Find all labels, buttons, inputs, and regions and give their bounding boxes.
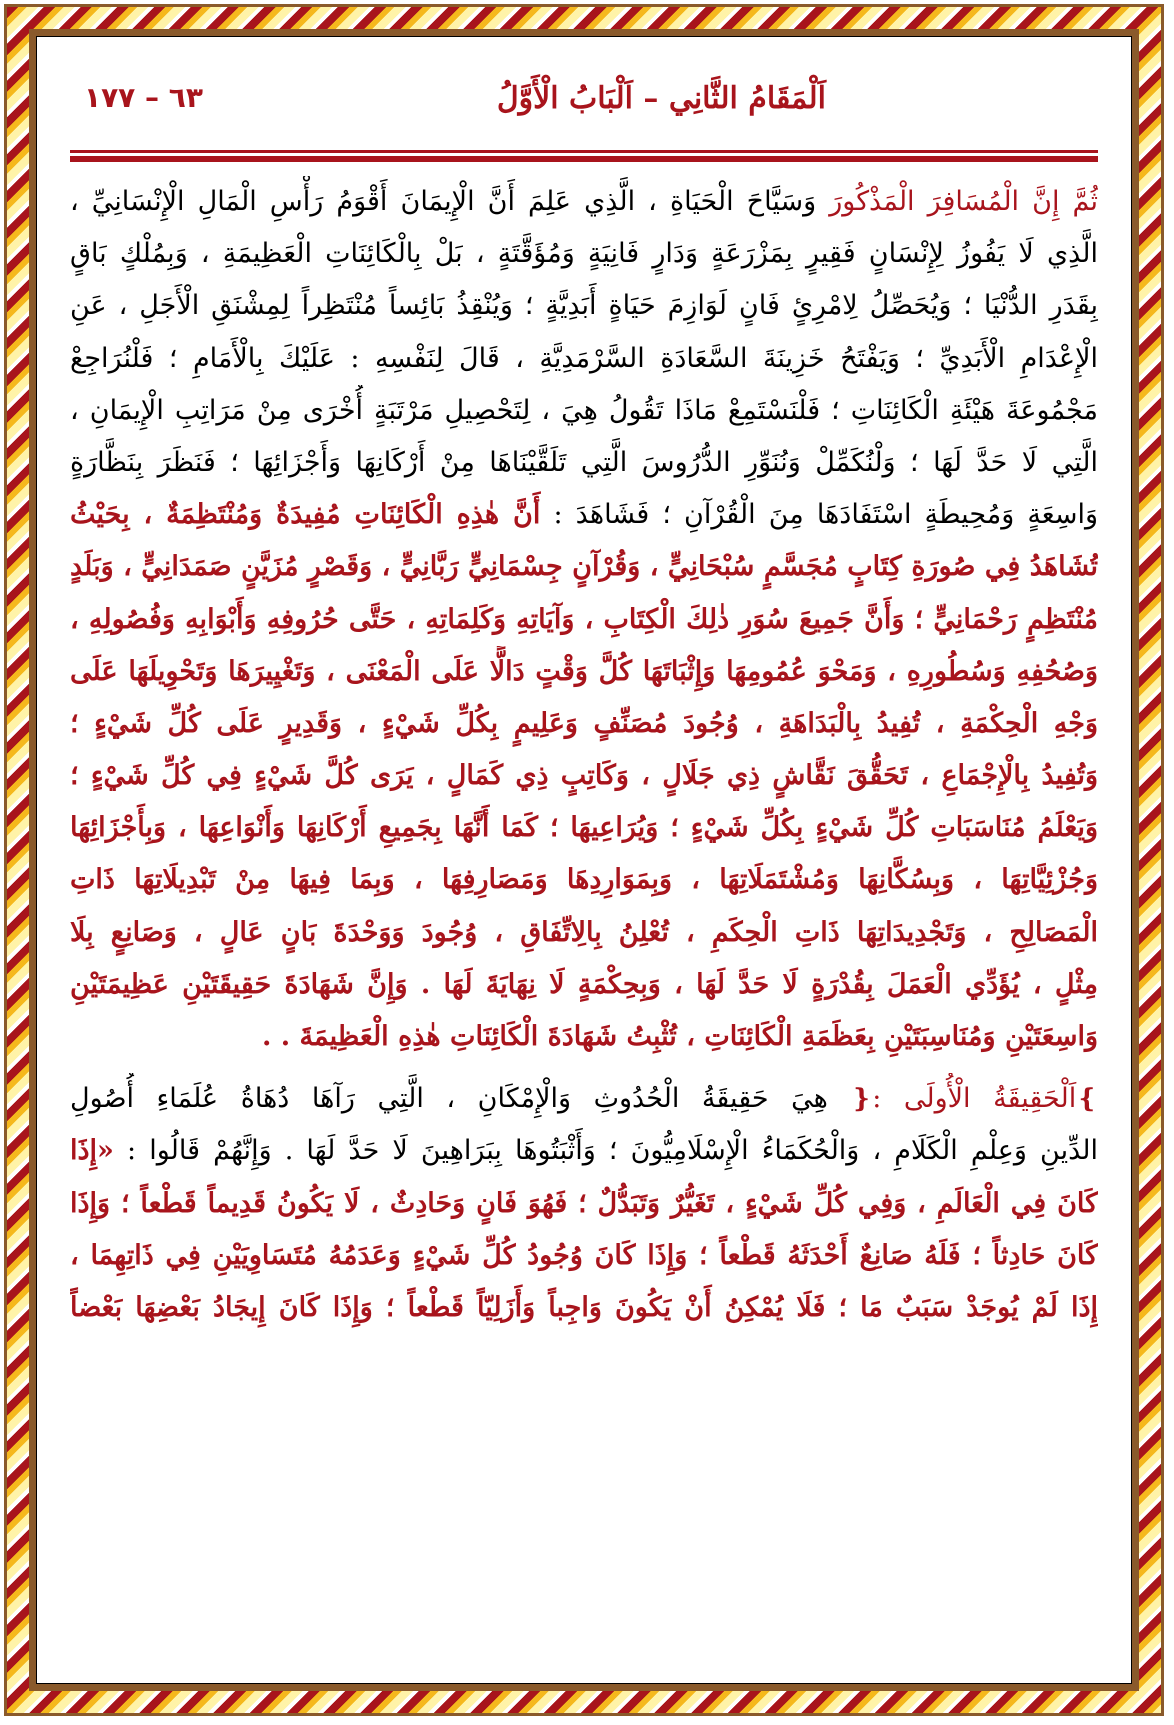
quote-line: تُشَاهَدُ فِي صُورَةِ كِتَابٍ مُجَسَّمٍ سُبْحَانِيٍّ ، وَقُرْآنٍ جِسْمَانِيٍّ رَبَّانِيٍّ ، وَقَصْرٍ مُزَيَّنٍ صَمَدَانِيٍّ ، وَبَلَدٍ [70, 551, 1098, 583]
text-line: ثُمَّ إِنَّ الْمُسَافِرَ الْمَذْكُورَ وَسَيَّاحَ الْحَيَاةِ ، الَّذِي عَلِمَ أَنَّ الْإِيمَانَ أَقْوَمُ رَأْسِ الْمَالِ الْإِنْسَانِيِّ ، [70, 186, 1098, 217]
text-line: بِقَدَرِ الدُّنْيَا ؛ وَيُحَصِّلُ لِامْرِئٍ فَانٍ لَوَازِمَ حَيَاةٍ أَبَدِيَّةٍ ؛ وَيُنْقِذُ بَائِساً مُنْتَظِراً لِمِشْنَقِ الْأَجَلِ ، عَنِ [70, 290, 1098, 322]
text-line: الْإِعْدَامِ الْأَبَدِيِّ ؛ وَيَفْتَحُ خَزِينَةَ السَّعَادَةِ السَّرْمَدِيَّةِ ، قَالَ لِنَفْسِهِ : عَلَيْكَ بِالْأَمَامِ ؛ فَلْنُرَاجِعْ [70, 342, 1098, 374]
quote-line: كَانَ فِي الْعَالَمِ ، وَفِي كُلِّ شَيْءٍ ، تَغَيُّرٌ وَتَبَدُّلٌ ؛ فَهُوَ فَانٍ وَحَادِثٌ ، لَا يَكُونُ قَدِيماً قَطْعاً ؛ وَإِذَا [70, 1187, 1098, 1219]
text-line: الدِّينِ وَعِلْمِ الْكَلَامِ ، وَالْحُكَمَاءُ الْإِسْلَامِيُّونَ ؛ وَأَثْبَتُوهَا بِبَرَاهِينَ لَا حَدَّ لَهَا . وَإِنَّهُمْ قَالُوا : «إِذَا [70, 1135, 1098, 1167]
page-numbers: ٦٣ – ١٧٧ [84, 81, 203, 114]
quote-line: وَتُفِيدُ بِالْإِجْمَاعِ ، تَحَقُّقَ نَقَّاشٍ ذِي جَلَالٍ ، وَكَاتِبٍ ذِي كَمَالٍ ، يَرَى كُلَّ شَيْءٍ فِي كُلِّ شَيْءٍ ؛ [70, 760, 1098, 792]
quote-line: كَانَ حَادِثاً ؛ فَلَهُ صَانِعٌ أَحْدَثَهُ قَطْعاً ؛ وَإِذَا كَانَ وُجُودُ كُلِّ شَيْءٍ وَعَدَمُهُ مُتَسَاوِيَيْنِ فِي ذَاتِهِمَا ، [70, 1239, 1098, 1271]
text-line: وَاسِعَةٍ وَمُحِيطَةٍ اسْتَفَادَهَا مِنَ الْقُرْآنِ ؛ فَشَاهَدَ : أَنَّ هٰذِهِ الْكَائِنَاتِ مُفِيدَةٌ وَمُنْتَظِمَةٌ ، بِحَيْثُ [70, 499, 1098, 531]
quote-line: مِثْلٍ ، يُؤَدِّي الْعَمَلَ بِقُدْرَةٍ لَا حَدَّ لَهَا ، وَبِحِكْمَةٍ لَا نِهَايَةَ لَهَا . وَإِنَّ شَهَادَةَ حَقِيقَتَيْنِ عَظِيمَتَيْنِ [70, 968, 1098, 1000]
body-text [70, 176, 1098, 1334]
quote-line: الْمَصَالِحِ ، وَتَجْدِيدَاتِهَا ذَاتِ الْحِكَمِ ، تُعْلِنُ بِالِاتِّفَاقِ ، وُجُودَ وَوَحْدَةَ بَانٍ عَالٍ ، وَصَانِعٍ بِلَا [70, 916, 1098, 948]
text-line: مَجْمُوعَةَ هَيْئَةِ الْكَائِنَاتِ ؛ فَلْنَسْتَمِعْ مَاذَا تَقُولُ هِيَ ، لِتَحْصِيلِ مَرْتَبَةٍ أُخْرَى مِنْ مَرَاتِبِ الْإِيمَانِ ، [70, 394, 1098, 426]
quote-line: وَيَعْلَمُ مُنَاسَبَاتِ كُلِّ شَيْءٍ بِكُلِّ شَيْءٍ ؛ وَيُرَاعِيهَا ؛ كَمَا أَنَّهَا بِجَمِيعِ أَرْكَانِهَا وَأَنْوَاعِهَا ، وَبِأَجْزَائِهَا [70, 812, 1098, 844]
quote-line: مُنْتَظِمٍ رَحْمَانِيٍّ ؛ وَأَنَّ جَمِيعَ سُوَرِ ذٰلِكَ الْكِتَابِ ، وَآيَاتِهِ وَكَلِمَاتِهِ ، حَتَّى حُرُوفِهِ وَأَبْوَابِهِ وَفُصُولِهِ ، [70, 603, 1098, 635]
page-header [72, 81, 1096, 131]
ornament-open-icon: ❵ [1076, 1084, 1098, 1115]
header-rule-thin [70, 150, 1098, 153]
quote-line: وَصُحُفِهِ وَسُطُورِهِ ، وَمَحْوَ عُمُومِهَا وَإِثْبَاتَهَا كُلَّ وَقْتٍ دَالًّا عَلَى الْمَعْنَى ، وَتَغْيِيرَهَا وَتَحْوِيلَهَا عَلَى [70, 655, 1098, 687]
header-rule-thick [70, 156, 1098, 162]
quote-line: وَاسِعَتَيْنِ وَمُنَاسِبَتَيْنِ بِعَظَمَةِ الْكَائِنَاتِ ، تُثْبِتُ شَهَادَةَ الْكَائِنَاتِ هٰذِهِ الْعَظِيمَةَ . . [261, 1021, 1098, 1052]
section-heading: اَلْحَقِيقَةُ الْأُولَى : [872, 1083, 1077, 1115]
text-line: الَّتِي لَا حَدَّ لَهَا ؛ وَلْنُكَمِّلْ وَنُنَوِّرِ الدُّرُوسَ الَّتِي تَلَقَّيْنَاهَا مِنْ أَرْكَانِهَا وَأَجْزَائِهَا ؛ فَنَظَرَ بِنَظَّارَةٍ [70, 446, 1098, 478]
quote-line: إِذَا لَمْ يُوجَدْ سَبَبٌ مَا ؛ فَلَا يُمْكِنُ أَنْ يَكُونَ وَاجِباً وَأَزَلِيّاً قَطْعاً ؛ وَإِذَا كَانَ إِيجَادُ بَعْضِهَا بَعْضاً [70, 1291, 1098, 1323]
document-page [36, 36, 1132, 1682]
section-heading-line: ❵اَلْحَقِيقَةُ الْأُولَى :❴ هِيَ حَقِيقَةُ الْحُدُوثِ وَالْإِمْكَانِ ، الَّتِي رَآهَا دُهَاةُ عُلَمَاءِ أُصُولِ [70, 1083, 1098, 1115]
ornament-close-icon: ❴ [850, 1084, 873, 1115]
section-gap [70, 1063, 1098, 1073]
text-line: الَّذِي لَا يَفُوزُ لِإِنْسَانٍ فَقِيرٍ بِمَزْرَعَةٍ وَدَارٍ فَانِيَةٍ وَمُؤَقَّتَةٍ ، بَلْ بِالْكَائِنَاتِ الْعَظِيمَةِ ، وَبِمُلْكٍ بَاقٍ [70, 238, 1098, 270]
quote-line: وَجْهِ الْحِكْمَةِ ، تُفِيدُ بِالْبَدَاهَةِ ، وُجُودَ مُصَنِّفٍ وَعَلِيمٍ بِكُلِّ شَيْءٍ ، وَقَدِيرٍ عَلَى كُلِّ شَيْءٍ ؛ [70, 707, 1098, 739]
quote-line: وَجُزْئِيَّاتِهَا ، وَبِسُكَّانِهَا وَمُشْتَمَلَاتِهَا ، وَبِمَوَارِدِهَا وَمَصَارِفِهَا ، وَبِمَا فِيهَا مِنْ تَبْدِيلَاتِهَا ذَاتِ [70, 864, 1098, 896]
page-title: اَلْمَقَامُ الثَّانِي – اَلْبَابُ الْأَوَّلُ [496, 81, 826, 116]
